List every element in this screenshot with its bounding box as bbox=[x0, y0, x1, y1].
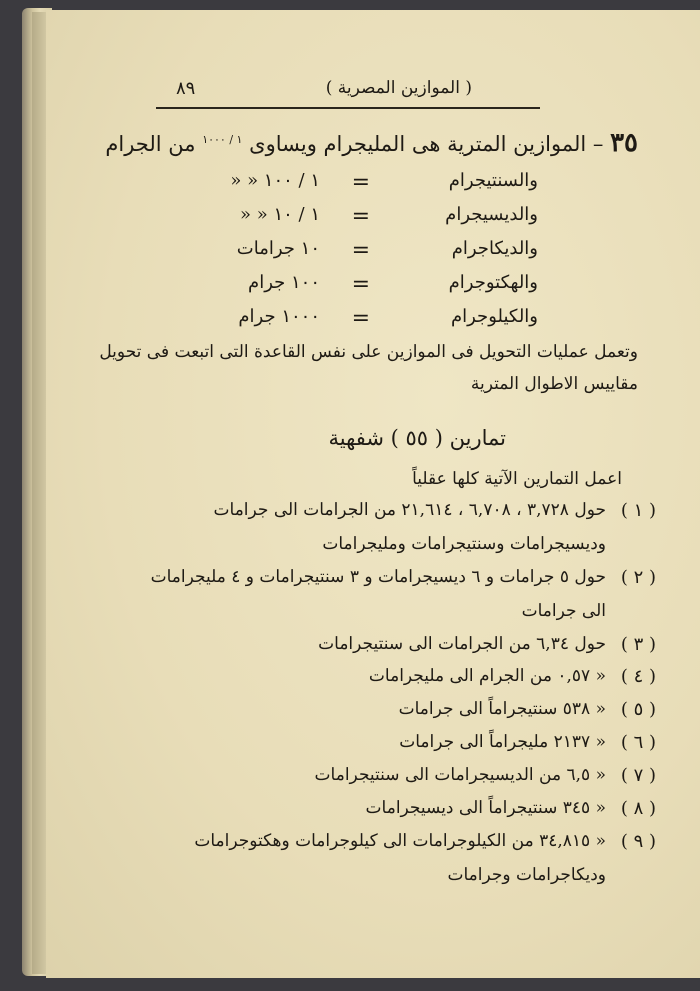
unit-equals: = bbox=[351, 170, 370, 195]
section-text: الموازين المترية هى المليجرام ويساوى bbox=[249, 132, 587, 156]
unit-value: ١ / ١٠٠ « « bbox=[230, 170, 320, 191]
exercise-number: ( ٤ ) bbox=[620, 666, 656, 687]
exercise-item bbox=[46, 831, 700, 895]
header-rule bbox=[156, 107, 540, 109]
exercises-title: تمارين ( ٥٥ ) شفهية bbox=[328, 426, 506, 450]
exercise-number: ( ٣ ) bbox=[620, 634, 656, 655]
unit-name: والسنتيجرام bbox=[448, 170, 538, 191]
section-number: ٣٥ bbox=[610, 128, 638, 158]
exercise-number: ( ٢ ) bbox=[620, 567, 656, 588]
exercise-item bbox=[46, 765, 700, 795]
exercise-item bbox=[46, 732, 700, 762]
paragraph-line: وتعمل عمليات التحويل فى الموازين على نفس القاعدة التى اتبعت فى تحويل bbox=[99, 342, 638, 362]
unit-name: والهكتوجرام bbox=[448, 272, 538, 293]
section-fraction: ١ / ١٠٠٠ bbox=[202, 133, 243, 146]
exercise-item bbox=[46, 634, 700, 664]
unit-row bbox=[46, 272, 700, 302]
unit-equals: = bbox=[351, 306, 370, 331]
book-page bbox=[46, 10, 700, 978]
exercise-item bbox=[46, 567, 700, 627]
exercise-text: « ٦,٥ من الديسيجرامات الى سنتيجرامات bbox=[314, 765, 606, 785]
exercise-number: ( ٩ ) bbox=[620, 831, 656, 852]
unit-name: والديكاجرام bbox=[451, 238, 538, 259]
unit-equals: = bbox=[351, 272, 370, 297]
unit-value: ١٠٠٠ جرام bbox=[238, 306, 320, 327]
exercise-item bbox=[46, 500, 700, 560]
exercise-item bbox=[46, 699, 700, 729]
unit-name: والديسيجرام bbox=[445, 204, 538, 225]
exercise-number: ( ٧ ) bbox=[620, 765, 656, 786]
exercise-text: « ٣٤٥ سنتيجراماً الى ديسيجرامات bbox=[365, 798, 606, 818]
section-dash: – bbox=[592, 132, 604, 156]
unit-row bbox=[46, 204, 700, 234]
unit-name: والكيلوجرام bbox=[450, 306, 538, 327]
unit-value: ١٠٠ جرام bbox=[248, 272, 320, 293]
exercise-text: « ٥٣٨ سنتيجراماً الى جرامات bbox=[398, 699, 606, 719]
paragraph-line: مقاييس الاطوال المترية bbox=[470, 374, 638, 394]
exercise-text: حول ٦,٣٤ من الجرامات الى سنتيجرامات bbox=[318, 634, 606, 654]
exercise-text: « ٠,٥٧ من الجرام الى مليجرامات bbox=[368, 666, 606, 686]
exercises-intro: اعمل التمارين الآتية كلها عقلياً bbox=[412, 469, 622, 489]
exercise-continuation: وديكاجرامات وجرامات bbox=[447, 865, 606, 885]
unit-value: ١ / ١٠ « « bbox=[240, 204, 320, 225]
exercise-number: ( ٥ ) bbox=[620, 699, 656, 720]
unit-value: ١٠ جرامات bbox=[236, 238, 320, 259]
unit-row bbox=[46, 238, 700, 268]
exercise-number: ( ٨ ) bbox=[620, 798, 656, 819]
unit-row bbox=[46, 170, 700, 200]
unit-equals: = bbox=[351, 238, 370, 263]
exercise-number: ( ٦ ) bbox=[620, 732, 656, 753]
unit-row bbox=[46, 306, 700, 336]
exercise-item bbox=[46, 798, 700, 828]
section-text-after: من الجرام bbox=[105, 132, 196, 156]
exercise-continuation: الى جرامات bbox=[521, 601, 606, 621]
exercise-text: « ٢١٣٧ مليجراماً الى جرامات bbox=[399, 732, 606, 752]
exercise-text: « ٣٤,٨١٥ من الكيلوجرامات الى كيلوجرامات وهكتوجرامات bbox=[194, 831, 606, 851]
exercise-text: حول ٣,٧٢٨ ، ٦,٧٠٨ ، ٢١,٦١٤ من الجرامات الى جرامات bbox=[213, 500, 606, 520]
exercise-number: ( ١ ) bbox=[620, 500, 656, 521]
running-header-title: ( الموازين المصرية ) bbox=[325, 78, 472, 98]
exercise-item bbox=[46, 666, 700, 696]
unit-equals: = bbox=[351, 204, 370, 229]
exercise-continuation: وديسيجرامات وسنتيجرامات ومليجرامات bbox=[322, 534, 606, 554]
exercise-text: حول ٥ جرامات و ٦ ديسيجرامات و ٣ سنتيجرامات و ٤ مليجرامات bbox=[150, 567, 606, 587]
section-heading bbox=[105, 128, 638, 158]
page-number: ٨٩ bbox=[176, 78, 196, 99]
